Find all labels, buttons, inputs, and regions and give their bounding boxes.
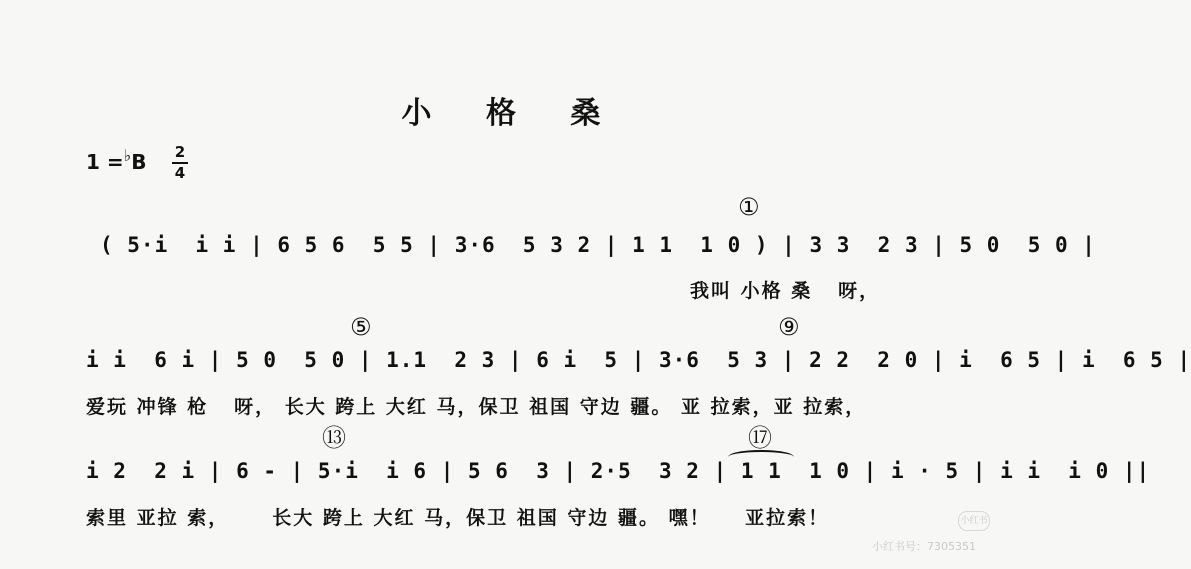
lyrics-line-2: 爱玩 冲锋 枪 呀， 长大 跨上 大红 马，保卫 祖国 守边 疆。 亚 拉索，亚 拉索， [86, 396, 867, 418]
rehearsal-mark-9: ⑨ [778, 313, 800, 341]
time-signature-bottom: 4 [174, 164, 186, 182]
rehearsal-mark-17: ⑰ [748, 424, 772, 452]
time-signature [172, 144, 188, 182]
watermark-badge: 小红书 [958, 511, 990, 531]
rehearsal-mark-13: ⑬ [322, 424, 346, 452]
key-signature [86, 146, 147, 174]
rehearsal-mark-1: ① [738, 193, 760, 221]
flat-sign: ♭ [123, 146, 132, 165]
key-prefix: 1 = [86, 150, 124, 174]
notation-line-3: i 2 2 i | 6 - | 5·i i 6 | 5 6 3 | 2·5 3 2 | 1 1 1 0 | i · 5 | i i i 0 || [86, 459, 1151, 483]
rehearsal-mark-5: ⑤ [350, 313, 372, 341]
lyrics-line-3: 索里 亚拉 索， 长大 跨上 大红 马，保卫 祖国 守边 疆。 嘿！ 亚拉索！ [86, 507, 830, 529]
watermark-text: 小红书号：7305351 [872, 540, 976, 553]
time-signature-top: 2 [174, 143, 186, 161]
notation-line-1: ( 5·i i i | 6 5 6 5 5 | 3·6 5 3 2 | 1 1 1 0 ) | 3 3 2 3 | 5 0 5 0 | [100, 233, 1096, 257]
key-name: B [131, 150, 147, 174]
notation-line-2: i i 6 i | 5 0 5 0 | 1.1 2 3 | 6 i 5 | 3·6 5 3 | 2 2 2 0 | i 6 5 | i 6 5 | [86, 348, 1191, 372]
song-title: 小 格 桑 [401, 96, 623, 131]
lyrics-line-1: 我叫 小格 桑 呀， [690, 280, 881, 302]
